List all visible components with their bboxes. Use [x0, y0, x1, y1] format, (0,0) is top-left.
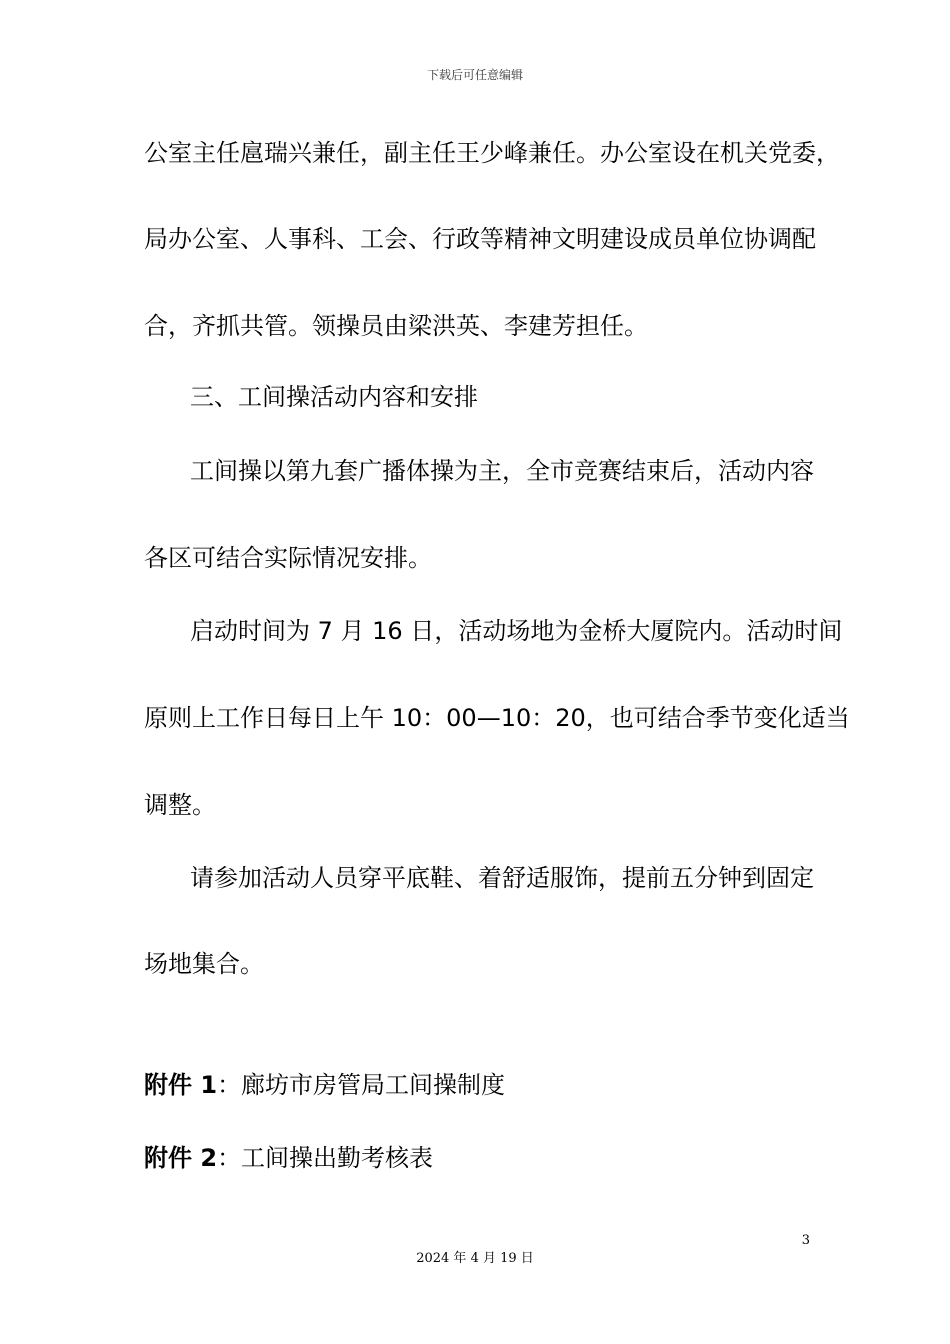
page-number: 3 — [801, 1233, 810, 1248]
body-line-3: 合，齐抓共管。领操员由梁洪英、李建芳担任。 — [144, 312, 648, 340]
attachment-1-label: 附件 1 — [144, 1071, 218, 1099]
body-line-7: 启动时间为 7 月 16 日，活动场地为金桥大厦院内。活动时间 — [190, 617, 843, 645]
attachment-1-text: ：廊坊市房管局工间操制度 — [217, 1071, 506, 1099]
body-line-5: 工间操以第九套广播体操为主，全市竞赛结束后，活动内容 — [190, 457, 814, 485]
attachment-1 — [144, 1069, 505, 1101]
body-line-9: 调整。 — [144, 791, 216, 819]
attachment-2-text: ：工间操出勤考核表 — [217, 1144, 434, 1172]
body-line-8: 原则上工作日每日上午 10：00—10：20，也可结合季节变化适当 — [144, 704, 850, 732]
body-line-6: 各区可结合实际情况安排。 — [144, 544, 432, 572]
header-note: 下载后可任意编辑 — [426, 68, 523, 82]
section-heading: 三、工间操活动内容和安排 — [190, 383, 478, 411]
footer-date: 2024 年 4 月 19 日 — [416, 1251, 534, 1266]
attachment-2-label: 附件 2 — [144, 1144, 218, 1172]
attachment-2 — [144, 1142, 433, 1174]
body-line-10: 请参加活动人员穿平底鞋、着舒适服饰，提前五分钟到固定 — [190, 864, 814, 892]
body-line-11: 场地集合。 — [144, 950, 264, 978]
body-line-1: 公室主任扈瑞兴兼任，副主任王少峰兼任。办公室设在机关党委， — [144, 139, 840, 167]
body-line-2: 局办公室、人事科、工会、行政等精神文明建设成员单位协调配 — [144, 225, 816, 253]
